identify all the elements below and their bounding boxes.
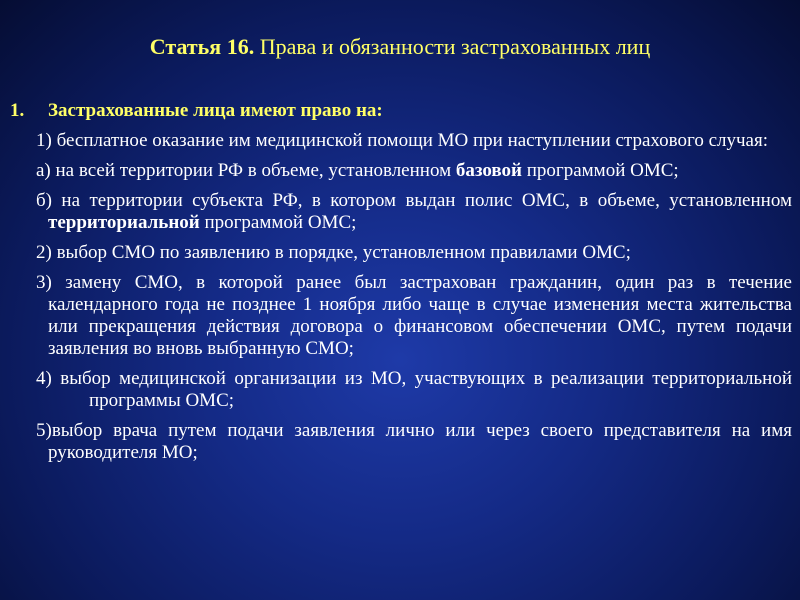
- list-item-1a: [36, 160, 792, 182]
- slide-title: [0, 34, 800, 60]
- list-item-3: [36, 272, 792, 360]
- list-number: 1.: [10, 100, 25, 121]
- rights-list: [36, 130, 792, 472]
- list-item-text: 3) замену СМО, в которой ранее был застрахован гражданин, один раз в течение календарного года не позднее 1 ноября либо чаще в случае изменения места жительства или прекращения действия договора о финансовом обеспечении ОМС, путем подачи заявления во вновь выбранную СМО;: [36, 272, 792, 359]
- list-item-text: 1) бесплатное оказание им медицинской помощи МО при наступлении страхового случая:: [36, 130, 769, 151]
- list-item-1b: [36, 190, 792, 234]
- emphasis-text: территориальной: [48, 212, 200, 233]
- list-item-text: а) на всей территории РФ в объеме, установленном: [36, 160, 456, 181]
- list-item-4: [36, 368, 792, 412]
- list-item-5: [36, 420, 792, 464]
- list-item-text: 2) выбор СМО по заявлению в порядке, установленном правилами ОМС;: [36, 242, 631, 263]
- list-item-text: 5)выбор врача путем подачи заявления лично или через своего представителя на имя руководителя МО;: [36, 420, 792, 463]
- list-item-text: программой ОМС;: [522, 160, 679, 181]
- title-text: Права и обязанности застрахованных лиц: [254, 34, 651, 59]
- list-item-1: [36, 130, 792, 152]
- list-item-text: программой ОМС;: [199, 212, 357, 233]
- emphasis-text: базовой: [455, 160, 523, 181]
- list-heading-text: Застрахованные лица имеют право на:: [48, 100, 383, 121]
- list-heading: [10, 100, 383, 122]
- list-item-text: б) на территории субъекта РФ, в котором выдан полис ОМС, в объеме, установленном: [36, 190, 792, 211]
- list-item-text: 4) выбор медицинской организации из МО, участвующих в реализации территориальной программы ОМС;: [36, 368, 792, 411]
- title-article-number: Статья 16.: [149, 34, 255, 59]
- list-item-2: [36, 242, 792, 264]
